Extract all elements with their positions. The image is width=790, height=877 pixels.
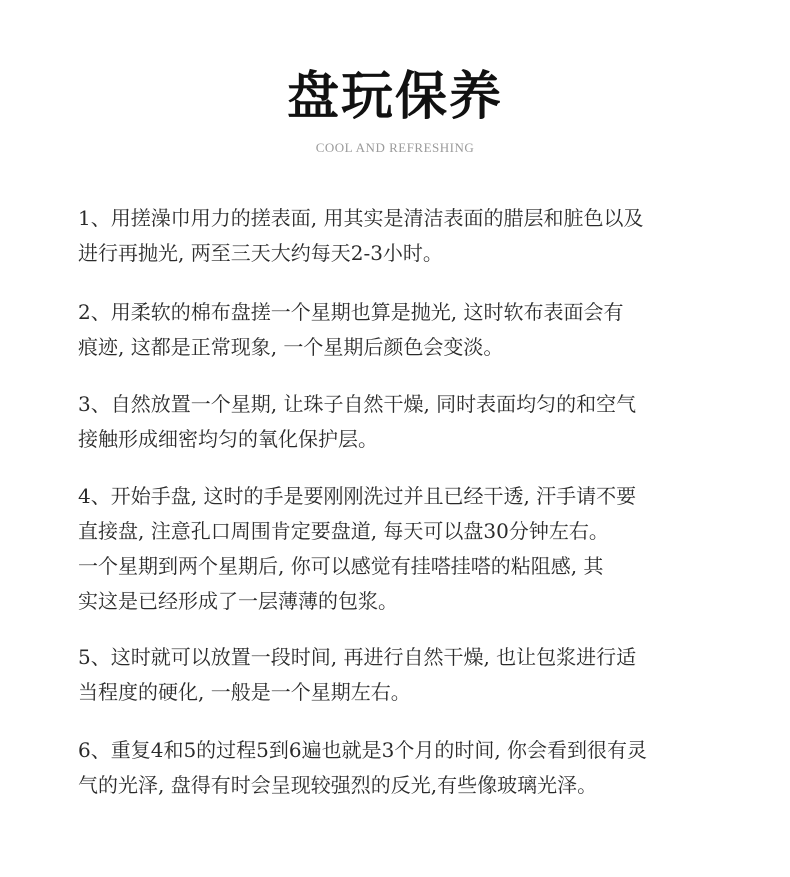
- page-subtitle: COOL AND REFRESHING: [315, 140, 475, 155]
- paragraph-line: 进行再抛光, 两至三天大约每天2-3小时。: [78, 241, 443, 265]
- paragraph-step-5: [78, 640, 728, 710]
- page-title: 盘玩保养: [286, 66, 503, 127]
- paragraph-line: 实这是已经形成了一层薄薄的包浆。: [78, 589, 398, 613]
- paragraph-step-6: [78, 733, 728, 803]
- paragraph-line: 6、重复4和5的过程5到6遍也就是3个月的时间, 你会看到很有灵: [78, 738, 648, 762]
- paragraph-line: 2、用柔软的棉布盘搓一个星期也算是抛光, 这时软布表面会有: [78, 300, 624, 324]
- paragraph-line: 5、这时就可以放置一段时间, 再进行自然干燥, 也让包浆进行适: [78, 645, 637, 669]
- paragraph-line: 接触形成细密均匀的氧化保护层。: [78, 427, 378, 451]
- paragraph-step-4: [78, 479, 728, 619]
- paragraph-line: 气的光泽, 盘得有时会呈现较强烈的反光,有些像玻璃光泽。: [78, 773, 598, 797]
- paragraph-line: 痕迹, 这都是正常现象, 一个星期后颜色会变淡。: [78, 335, 504, 359]
- paragraph-step-2: [78, 295, 728, 365]
- paragraph-step-3: [78, 387, 728, 457]
- paragraph-line: 1、用搓澡巾用力的搓表面, 用其实是清洁表面的腊层和脏色以及: [78, 206, 644, 230]
- paragraph-line: 一个星期到两个星期后, 你可以感觉有挂嗒挂嗒的粘阻感, 其: [78, 554, 604, 578]
- paragraph-line: 直接盘, 注意孔口周围肯定要盘道, 每天可以盘30分钟左右。: [78, 519, 609, 543]
- paragraph-line: 当程度的硬化, 一般是一个星期左右。: [78, 680, 411, 704]
- paragraph-step-1: [78, 201, 728, 271]
- paragraph-line: 4、开始手盘, 这时的手是要刚刚洗过并且已经干透, 汗手请不要: [78, 484, 637, 508]
- paragraph-line: 3、自然放置一个星期, 让珠子自然干燥, 同时表面均匀的和空气: [78, 392, 637, 416]
